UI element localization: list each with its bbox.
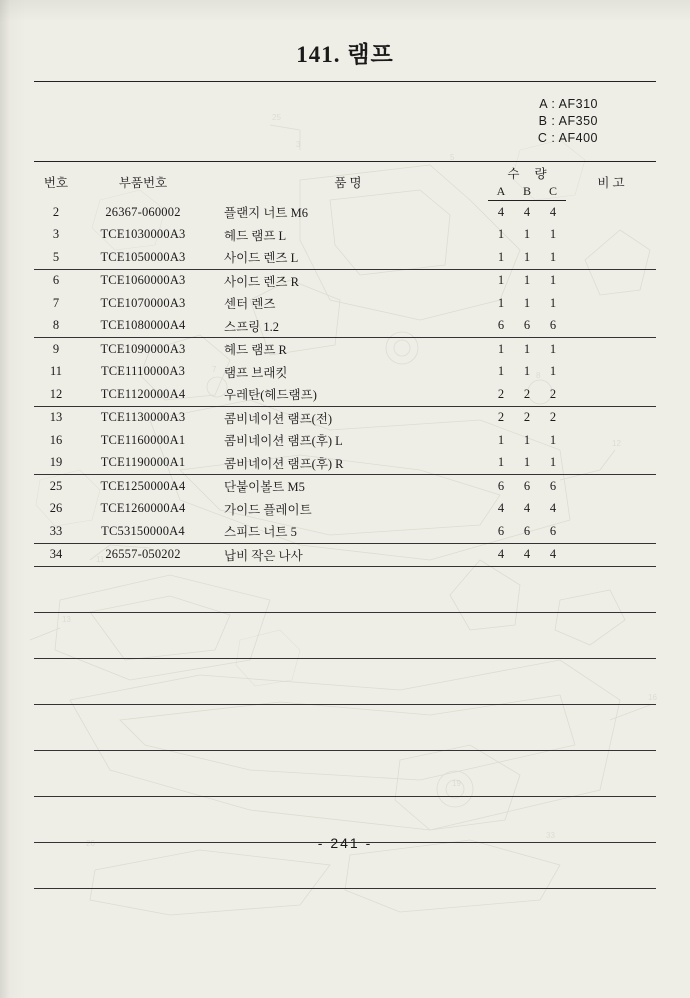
cell-qty-b: 1 [523, 227, 531, 242]
cell-qty-c: 4 [549, 204, 557, 219]
blank-cell [208, 705, 488, 751]
cell-qty-c: 1 [549, 364, 557, 379]
cell-qty-a: 6 [488, 315, 514, 338]
blank-cell [566, 751, 656, 797]
page-title: 141. 램프 [296, 42, 394, 67]
cell-qty-c: 1 [549, 295, 557, 310]
cell-number: 7 [52, 295, 60, 310]
table-row [34, 269, 656, 292]
blank-cell [208, 613, 488, 659]
cell-number: 11 [49, 364, 63, 379]
table-row [34, 406, 656, 429]
cell-remark [566, 315, 656, 338]
cell-part-number: TCE1080000A4 [78, 315, 208, 338]
cell-qty-a: 6 [488, 520, 514, 543]
parts-table [34, 161, 656, 889]
cell-qty-c: 1 [540, 452, 566, 475]
cell-qty-b: 6 [514, 315, 540, 338]
cell-number: 2 [52, 204, 60, 219]
table-row [34, 338, 656, 361]
cell-qty-c: 6 [549, 478, 557, 493]
cell-part-number: TCE1250000A4 [100, 478, 186, 493]
blank-cell [540, 613, 566, 659]
table-row [34, 429, 656, 452]
cell-remark [566, 246, 656, 269]
blank-cell [514, 751, 540, 797]
cell-part-number: 26367-060002 [105, 204, 181, 219]
cell-qty-a: 2 [497, 410, 505, 425]
blank-table-row [34, 705, 656, 751]
header-remark: 비 고 [597, 175, 625, 190]
svg-text:19: 19 [452, 779, 461, 788]
legend-line-b: B : AF350 [538, 114, 598, 128]
cell-qty-c: 1 [549, 273, 557, 288]
blank-cell [78, 659, 208, 705]
blank-cell [208, 659, 488, 705]
table-row [34, 475, 656, 498]
parts-rows [34, 201, 656, 567]
cell-number: 25 [49, 478, 63, 493]
cell-remark [566, 475, 656, 498]
cell-part-number: TCE1130000A3 [100, 410, 186, 425]
cell-remark [566, 338, 656, 361]
cell-part-number: 26557-050202 [78, 543, 208, 567]
cell-number: 26 [49, 501, 63, 516]
cell-remark [566, 361, 656, 384]
svg-text:8: 8 [536, 371, 541, 380]
blank-cell [78, 751, 208, 797]
blank-cell [34, 613, 78, 659]
cell-qty-a: 1 [497, 295, 505, 310]
cell-qty-b: 2 [523, 410, 531, 425]
cell-remark [566, 292, 656, 315]
cell-qty-c: 1 [549, 341, 557, 356]
cell-part-number: TCE1190000A1 [78, 452, 208, 475]
table-row [34, 201, 656, 224]
title-divider [34, 81, 656, 82]
cell-part-number: TCE1120000A4 [78, 383, 208, 406]
cell-name: 가이드 플레이트 [224, 502, 312, 517]
cell-remark [566, 406, 656, 429]
blank-cell [34, 659, 78, 705]
blank-cell [540, 751, 566, 797]
cell-qty-b: 4 [523, 204, 531, 219]
cell-name: 스피드 너트 5 [208, 520, 488, 543]
cell-name: 단붙이볼트 M5 [224, 480, 305, 495]
cell-remark [566, 224, 656, 247]
blank-table-row [34, 659, 656, 705]
blank-cell [78, 705, 208, 751]
cell-qty-b: 1 [523, 273, 531, 288]
blank-cell [34, 751, 78, 797]
cell-name: 콤비네이션 램프(후) L [224, 434, 343, 449]
header-number: 번호 [43, 175, 69, 190]
blank-cell [566, 567, 656, 613]
cell-part-number: TCE1030000A3 [100, 227, 186, 242]
cell-name: 센터 렌즈 [224, 297, 276, 312]
cell-qty-a: 4 [488, 543, 514, 567]
blank-cell [34, 567, 78, 613]
cell-qty-a: 4 [497, 501, 505, 516]
parts-table-body [34, 162, 656, 201]
cell-name: 스프링 1.2 [208, 315, 488, 338]
cell-qty-a: 6 [497, 478, 505, 493]
blank-cell [540, 567, 566, 613]
header-part-number: 부품번호 [118, 175, 168, 190]
table-row [34, 361, 656, 384]
blank-cell [514, 659, 540, 705]
cell-name: 사이드 렌즈 L [208, 246, 488, 269]
blank-cell [514, 613, 540, 659]
cell-name: 헤드 램프 L [224, 228, 287, 243]
cell-part-number: TCE1160000A1 [100, 432, 186, 447]
cell-name: 콤비네이션 램프(후) R [208, 452, 488, 475]
cell-name: 사이드 렌즈 R [224, 274, 299, 289]
cell-qty-a: 1 [497, 364, 505, 379]
cell-qty-b: 1 [523, 295, 531, 310]
cell-name: 콤비네이션 램프(전) [224, 411, 333, 426]
cell-qty-a: 1 [497, 227, 505, 242]
cell-part-number: TCE1260000A4 [100, 501, 186, 516]
table-row [34, 246, 656, 269]
svg-text:7: 7 [212, 365, 217, 374]
table-row [34, 498, 656, 521]
cell-qty-b: 1 [523, 364, 531, 379]
blank-cell [488, 567, 514, 613]
cell-qty-b: 1 [514, 452, 540, 475]
cell-number: 9 [52, 341, 60, 356]
cell-qty-c: 1 [540, 246, 566, 269]
header-quantity: 수 량 [507, 167, 553, 181]
cell-qty-b: 6 [523, 478, 531, 493]
table-header-row [34, 163, 656, 183]
cell-qty-b: 1 [514, 246, 540, 269]
svg-text:5: 5 [450, 153, 455, 162]
cell-qty-c: 2 [540, 383, 566, 406]
svg-text:11: 11 [96, 555, 105, 564]
cell-qty-a: 1 [497, 432, 505, 447]
cell-number: 6 [52, 273, 60, 288]
blank-cell [566, 705, 656, 751]
cell-remark [566, 452, 656, 475]
cell-qty-b: 6 [514, 520, 540, 543]
svg-text:12: 12 [612, 439, 621, 448]
blank-cell [488, 613, 514, 659]
cell-number: 33 [34, 520, 78, 543]
cell-number: 34 [34, 543, 78, 567]
svg-text:13: 13 [62, 615, 71, 624]
cell-remark [566, 201, 656, 224]
cell-name: 우레탄(헤드램프) [208, 383, 488, 406]
cell-number: 16 [49, 432, 63, 447]
cell-number: 19 [34, 452, 78, 475]
table-row [34, 292, 656, 315]
cell-part-number: TCE1110000A3 [100, 364, 186, 379]
svg-text:25: 25 [272, 113, 281, 122]
cell-number: 5 [34, 246, 78, 269]
cell-name: 플랜지 너트 M6 [224, 206, 308, 220]
cell-remark [566, 429, 656, 452]
table-row [34, 224, 656, 247]
blank-cell [78, 613, 208, 659]
cell-qty-c: 6 [540, 315, 566, 338]
blank-cell [208, 567, 488, 613]
header-qty-c: C [540, 183, 566, 201]
blank-cell [514, 567, 540, 613]
blank-cell [488, 751, 514, 797]
cell-name: 램프 브래킷 [224, 365, 288, 380]
cell-remark [566, 269, 656, 292]
cell-qty-c: 1 [549, 227, 557, 242]
cell-qty-c: 6 [540, 520, 566, 543]
cell-part-number: TCE1090000A3 [100, 341, 186, 356]
svg-text:16: 16 [648, 693, 657, 702]
cell-remark [566, 498, 656, 521]
cell-qty-c: 2 [549, 410, 557, 425]
table-row [34, 543, 656, 567]
cell-qty-a: 1 [488, 246, 514, 269]
svg-text:26: 26 [86, 839, 95, 848]
cell-part-number: TCE1050000A3 [78, 246, 208, 269]
svg-text:33: 33 [546, 831, 555, 840]
cell-name: 납비 작은 나사 [208, 543, 488, 567]
cell-qty-b: 1 [523, 341, 531, 356]
cell-qty-a: 2 [488, 383, 514, 406]
blank-table-row [34, 567, 656, 613]
blank-cell [566, 659, 656, 705]
svg-text:3: 3 [296, 140, 301, 149]
blank-cell [540, 659, 566, 705]
blank-cell [34, 705, 78, 751]
table-row [34, 452, 656, 475]
legend-line-a: A : AF310 [539, 97, 598, 111]
cell-remark [566, 383, 656, 406]
cell-remark [566, 543, 656, 567]
table-row [34, 315, 656, 338]
header-qty-b: B [514, 183, 540, 201]
cell-number: 8 [34, 315, 78, 338]
blank-cell [488, 659, 514, 705]
cell-part-number: TCE1070000A3 [100, 295, 186, 310]
blank-table-row [34, 613, 656, 659]
cell-remark [566, 520, 656, 543]
cell-number: 13 [49, 410, 63, 425]
blank-cell [78, 567, 208, 613]
cell-part-number: TC53150000A4 [78, 520, 208, 543]
table-row [34, 383, 656, 406]
cell-qty-b: 4 [514, 543, 540, 567]
cell-number: 12 [34, 383, 78, 406]
blank-cell [540, 705, 566, 751]
cell-name: 헤드 램프 R [224, 343, 287, 358]
cell-number: 3 [52, 227, 60, 242]
cell-qty-b: 4 [523, 501, 531, 516]
cell-qty-c: 4 [549, 501, 557, 516]
header-name: 품 명 [334, 175, 362, 190]
blank-cell [208, 751, 488, 797]
table-row [34, 520, 656, 543]
legend-line-c: C : AF400 [537, 131, 598, 145]
blank-cell [514, 705, 540, 751]
page-number: - 241 - [317, 835, 373, 851]
cell-part-number: TCE1060000A3 [100, 273, 186, 288]
cell-qty-c: 4 [540, 543, 566, 567]
blank-cell [566, 613, 656, 659]
blank-table-row [34, 751, 656, 797]
cell-qty-a: 1 [488, 452, 514, 475]
model-legend [34, 96, 656, 147]
cell-qty-a: 4 [497, 204, 505, 219]
header-qty-a: A [488, 183, 514, 201]
cell-qty-b: 1 [523, 432, 531, 447]
cell-qty-a: 1 [497, 341, 505, 356]
cell-qty-b: 2 [514, 383, 540, 406]
blank-cell [488, 705, 514, 751]
cell-qty-a: 1 [497, 273, 505, 288]
cell-qty-c: 1 [549, 432, 557, 447]
